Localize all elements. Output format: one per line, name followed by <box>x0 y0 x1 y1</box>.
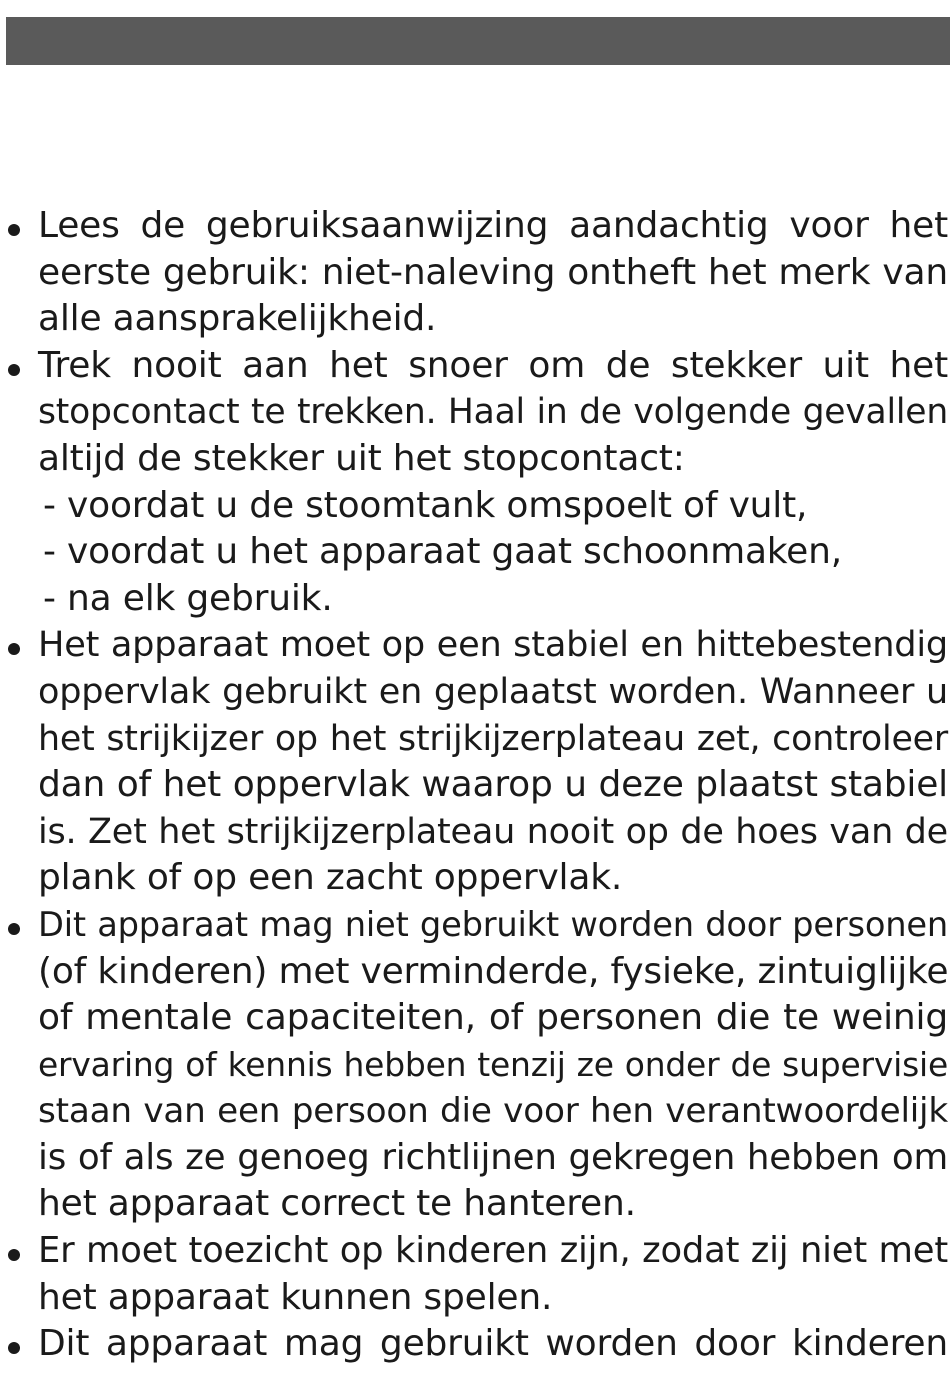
list-item <box>0 902 950 1228</box>
list-item <box>0 203 950 343</box>
text-line: staan van een persoon die voor hen verantwoordelijk <box>38 1091 948 1132</box>
bullet-icon <box>8 1342 20 1354</box>
list-item-text <box>38 622 948 902</box>
text-line: plank of op een zacht oppervlak. <box>38 857 623 899</box>
text-line: Lees de gebruiksaanwijzing aandachtig voor het <box>38 205 948 246</box>
list-item-text <box>38 902 948 1228</box>
text-line: Trek nooit aan het snoer om de stekker uit het <box>38 344 948 386</box>
text-line: oppervlak gebruikt en geplaatst worden. Wanneer u <box>38 670 948 712</box>
sub-list-item: - voordat u het apparaat gaat schoonmaken, <box>43 531 842 573</box>
bullet-icon <box>8 643 20 655</box>
text-line: Er moet toezicht op kinderen zijn, zodat zij niet met <box>38 1230 948 1272</box>
text-line: dan of het oppervlak waarop u deze plaatst stabiel <box>38 764 948 806</box>
sub-list-item: - voordat u de stoomtank omspoelt of vult, <box>43 484 808 526</box>
text-line: alle aansprakelijkheid. <box>38 298 437 340</box>
text-line: Dit apparaat mag niet gebruikt worden door personen <box>38 904 948 944</box>
text-line: Dit apparaat mag gebruikt worden door kinderen <box>38 1323 948 1365</box>
list-item <box>0 622 950 902</box>
text-line: is of als ze genoeg richtlijnen gekregen hebben om <box>38 1136 948 1178</box>
list-item-text <box>38 1321 948 1368</box>
bullet-icon <box>8 364 20 376</box>
text-line: ervaring of kennis hebben tenzij ze onder de supervisie <box>38 1044 948 1084</box>
list-item <box>0 1321 950 1368</box>
text-line: het strijkijzer op het strijkijzerplateau zet, controleer <box>38 718 948 759</box>
sub-list-item: - na elk gebruik. <box>43 577 333 619</box>
bullet-icon <box>8 1249 20 1261</box>
bullet-icon <box>8 923 20 935</box>
list-item <box>0 1228 950 1321</box>
text-line: altijd de stekker uit het stopcontact: <box>38 437 685 479</box>
bullet-icon <box>8 224 20 236</box>
text-line: stopcontact te trekken. Haal in de volgende gevallen <box>38 392 948 433</box>
text-line: eerste gebruik: niet-naleving ontheft het merk van <box>38 251 948 293</box>
instructions-list <box>0 203 950 1368</box>
list-item-text <box>38 343 948 623</box>
text-line: (of kinderen) met verminderde, fysieke, zintuiglijke <box>38 950 949 992</box>
list-item-text <box>38 203 948 343</box>
text-line: of mentale capaciteiten, of personen die te weinig <box>38 997 948 1039</box>
text-line: Het apparaat moet op een stabiel en hittebestendig <box>38 624 948 666</box>
text-line: het apparaat correct te hanteren. <box>38 1183 636 1225</box>
list-item-text <box>38 1228 948 1321</box>
text-line: is. Zet het strijkijzerplateau nooit op de hoes van de <box>38 811 948 852</box>
section-header-bar <box>6 17 950 65</box>
list-item <box>0 343 950 623</box>
text-line: het apparaat kunnen spelen. <box>38 1276 553 1318</box>
